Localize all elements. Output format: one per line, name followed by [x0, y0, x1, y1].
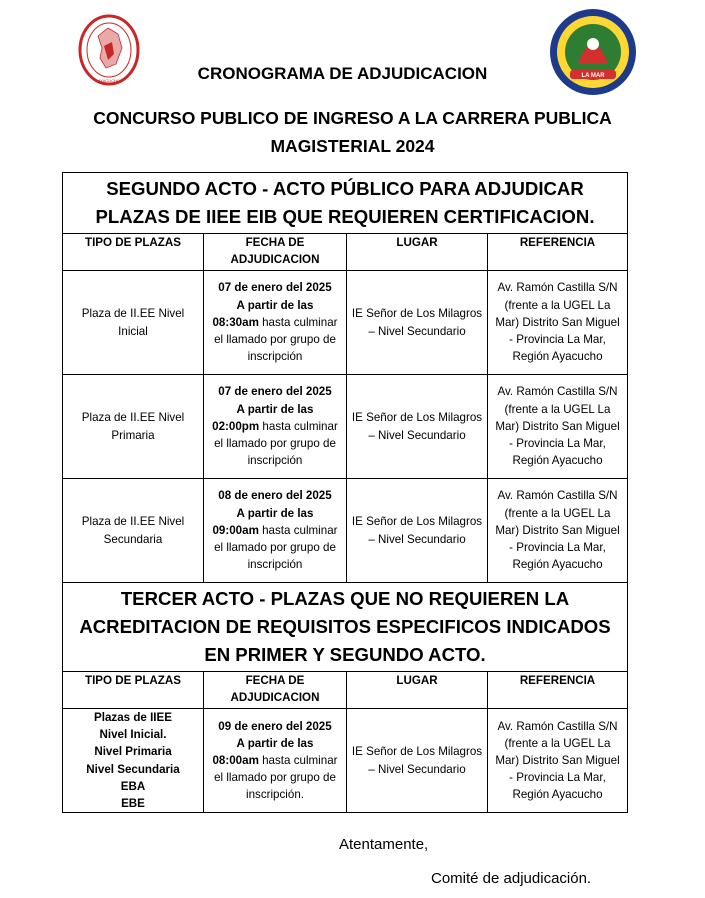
cell-lugar: IE Señor de Los Milagros – Nivel Secundario	[347, 709, 488, 813]
section-2-column-headers	[63, 234, 628, 271]
tipo-line: EBE	[121, 797, 145, 811]
svg-text:LA MAR: LA MAR	[581, 73, 605, 79]
col-header-lugar: LUGAR	[347, 672, 488, 709]
cell-referencia: Av. Ramón Castilla S/N (frente a la UGEL La Mar) Distrito San Miguel - Provincia La Mar, Región Ayacucho	[488, 375, 628, 479]
cell-tipo	[63, 709, 204, 813]
cell-fecha	[204, 479, 347, 583]
cell-lugar: IE Señor de Los Milagros – Nivel Secundario	[347, 271, 488, 375]
document-subtitle	[0, 104, 705, 160]
fecha-time: 08:30am	[212, 315, 259, 329]
fecha-from: A partir de las	[236, 506, 314, 520]
cell-tipo: Plaza de II.EE Nivel Inicial	[63, 271, 204, 375]
table-row	[63, 479, 628, 583]
schedule-table	[62, 172, 628, 813]
cell-referencia: Av. Ramón Castilla S/N (frente a la UGEL La Mar) Distrito San Miguel - Provincia La Mar, Región Ayacucho	[488, 479, 628, 583]
col-header-fecha: FECHA DE ADJUDICACION	[204, 672, 347, 709]
tipo-line: Nivel Secundaria	[86, 762, 180, 776]
col-header-referencia: REFERENCIA	[488, 234, 628, 271]
tipo-line: Nivel Inicial.	[99, 728, 167, 742]
section-2-heading-row	[63, 173, 628, 234]
cell-referencia: Av. Ramón Castilla S/N (frente a la UGEL La Mar) Distrito San Miguel - Provincia La Mar, Región Ayacucho	[488, 709, 628, 813]
cell-fecha	[204, 709, 347, 813]
section-3-heading-row	[63, 583, 628, 672]
section-3-heading: TERCER ACTO - PLAZAS QUE NO REQUIEREN LA ACREDITACION DE REQUISITOS ESPECIFICOS INDICADOS EN PRIMER Y SEGUNDO ACTO.	[63, 583, 628, 672]
col-header-lugar: LUGAR	[347, 234, 488, 271]
section-3-column-headers	[63, 672, 628, 709]
ugel-la-mar-logo	[548, 4, 638, 100]
fecha-rest: hasta culminar el llamado por grupo de inscripción	[214, 523, 338, 572]
table-row	[63, 709, 628, 813]
document-title: CRONOGRAMA DE ADJUDICACION	[197, 64, 488, 83]
signature-text: Comité de adjudicación.	[431, 870, 592, 887]
fecha-rest: hasta culminar el llamado por grupo de inscripción.	[214, 754, 338, 802]
cell-lugar: IE Señor de Los Milagros – Nivel Secundario	[347, 479, 488, 583]
cell-lugar: IE Señor de Los Milagros – Nivel Secundario	[347, 375, 488, 479]
col-header-fecha: FECHA DE ADJUDICACION	[204, 234, 347, 271]
subtitle-line-1: CONCURSO PUBLICO DE INGRESO A LA CARRERA PUBLICA	[93, 108, 612, 128]
fecha-date: 07 de enero del 2025	[218, 281, 332, 295]
col-header-tipo: TIPO DE PLAZAS	[63, 234, 204, 271]
cell-fecha	[204, 271, 347, 375]
fecha-rest: hasta culminar el llamado por grupo de inscripción	[214, 315, 338, 364]
col-header-referencia: REFERENCIA	[488, 672, 628, 709]
closing-text: Atentamente,	[339, 836, 429, 853]
fecha-time: 02:00pm	[212, 419, 260, 433]
table-row	[63, 271, 628, 375]
cell-referencia: Av. Ramón Castilla S/N (frente a la UGEL La Mar) Distrito San Miguel - Provincia La Mar, Región Ayacucho	[488, 271, 628, 375]
table-row	[63, 375, 628, 479]
fecha-date: 08 de enero del 2025	[218, 489, 332, 503]
tipo-line: EBA	[120, 779, 146, 793]
svg-text:AYACUCHO: AYACUCHO	[97, 78, 121, 83]
fecha-date: 09 de enero del 2025	[218, 719, 332, 733]
fecha-from: A partir de las	[236, 402, 314, 416]
fecha-time: 08:00am	[212, 754, 259, 767]
section-2-heading: SEGUNDO ACTO - ACTO PÚBLICO PARA ADJUDICAR PLAZAS DE IIEE EIB QUE REQUIEREN CERTIFICACION.	[63, 173, 628, 234]
fecha-from: A partir de las	[236, 736, 314, 750]
tipo-line: Plazas de IIEE	[94, 711, 172, 724]
cell-tipo: Plaza de II.EE Nivel Primaria	[63, 375, 204, 479]
col-header-tipo: TIPO DE PLAZAS	[63, 672, 204, 709]
fecha-date: 07 de enero del 2025	[218, 385, 332, 399]
fecha-rest: hasta culminar el llamado por grupo de inscripción	[214, 419, 338, 468]
fecha-from: A partir de las	[236, 298, 314, 312]
tipo-line: Nivel Primaria	[94, 745, 172, 759]
cell-fecha	[204, 375, 347, 479]
subtitle-line-2: MAGISTERIAL 2024	[270, 136, 435, 156]
fecha-time: 09:00am	[212, 523, 259, 537]
cell-tipo: Plaza de II.EE Nivel Secundaria	[63, 479, 204, 583]
